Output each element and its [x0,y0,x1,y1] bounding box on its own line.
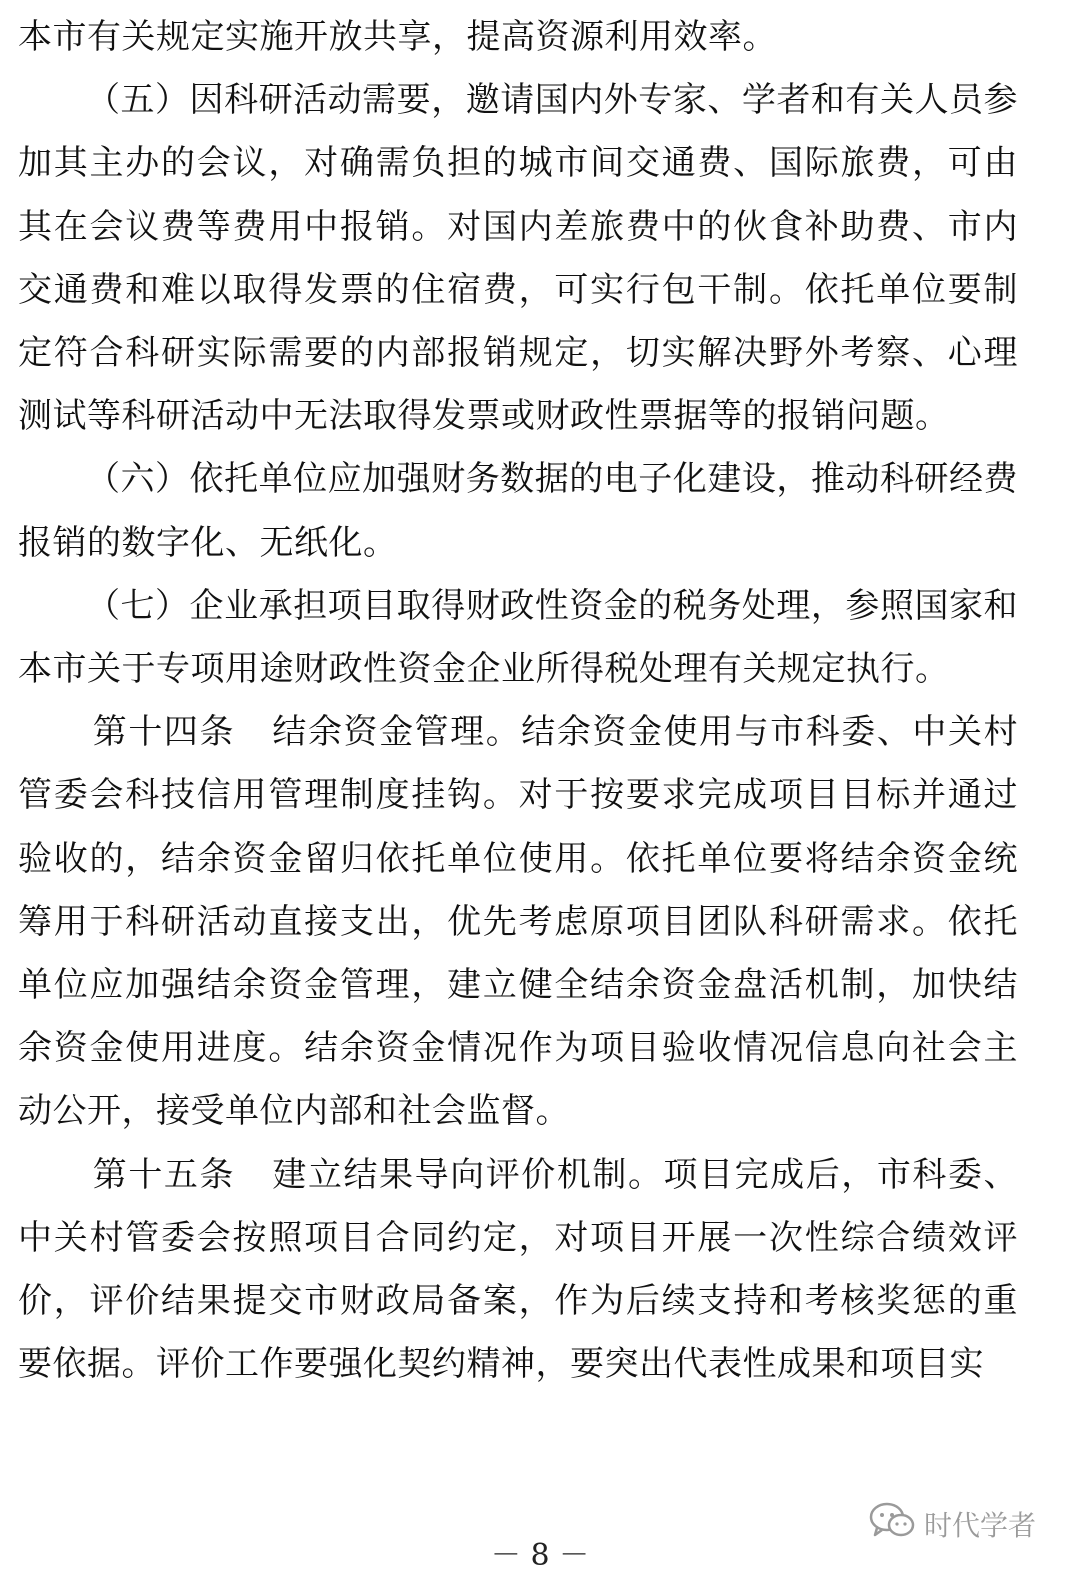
article-14-number: 第十四条 [92,712,236,753]
paragraph-continuation: 本市有关规定实施开放共享，提高资源利用效率。 [18,17,777,57]
paragraph-item-6: （六）依托单位应加强财务数据的电子化建设，推动科研经费报销的数字化、无纸化。 [18,459,1018,563]
paragraph-item-7: （七）企业承担项目取得财政性资金的税务处理，参照国家和本市关于专项用途财政性资金企业所得税处理有关规定执行。 [18,585,1018,690]
document-body [18,6,1018,1396]
article-15-number: 第十五条 [92,1154,236,1195]
paragraph-item-5: （五）因科研活动需要，邀请国内外专家、学者和有关人员参加其主办的会议，对确需负担的城市间交通费、国际旅费，可由其在会议费等费用中报销。对国内差旅费中的伙食补助费、市内交通费和难以取得发票的住宿费，可实行包干制。依托单位要制定符合科研实际需要的内部报销规定，切实解决野外考察、心理测试等科研活动中无法取得发票或财政性票据等的报销问题。 [18,80,1018,437]
article-15 [18,1144,1018,1397]
article-15-text: 建立结果导向评价机制。项目完成后，市科委、中关村管委会按照项目合同约定，对项目开展一次性综合绩效评价，评价结果提交市财政局备案，作为后续支持和考核奖惩的重要依据。评价工作要强化契约精神，要突出代表性成果和项目实 [18,1154,1018,1385]
page-number: － 8 － [490,1538,590,1573]
article-14 [18,701,1018,1143]
watermark-text: 时代学者 [924,1508,1037,1542]
article-14-text: 结余资金管理。结余资金使用与市科委、中关村管委会科技信用管理制度挂钩。对于按要求完成项目目标并通过验收的，结余资金留归依托单位使用。依托单位要将结余资金统筹用于科研活动直接支出，优先考虑原项目团队科研需求。依托单位应加强结余资金管理，建立健全结余资金盘活机制，加快结余资金使用进度。结余资金情况作为项目验收情况信息向社会主动公开，接受单位内部和社会监督。 [18,712,1018,1132]
